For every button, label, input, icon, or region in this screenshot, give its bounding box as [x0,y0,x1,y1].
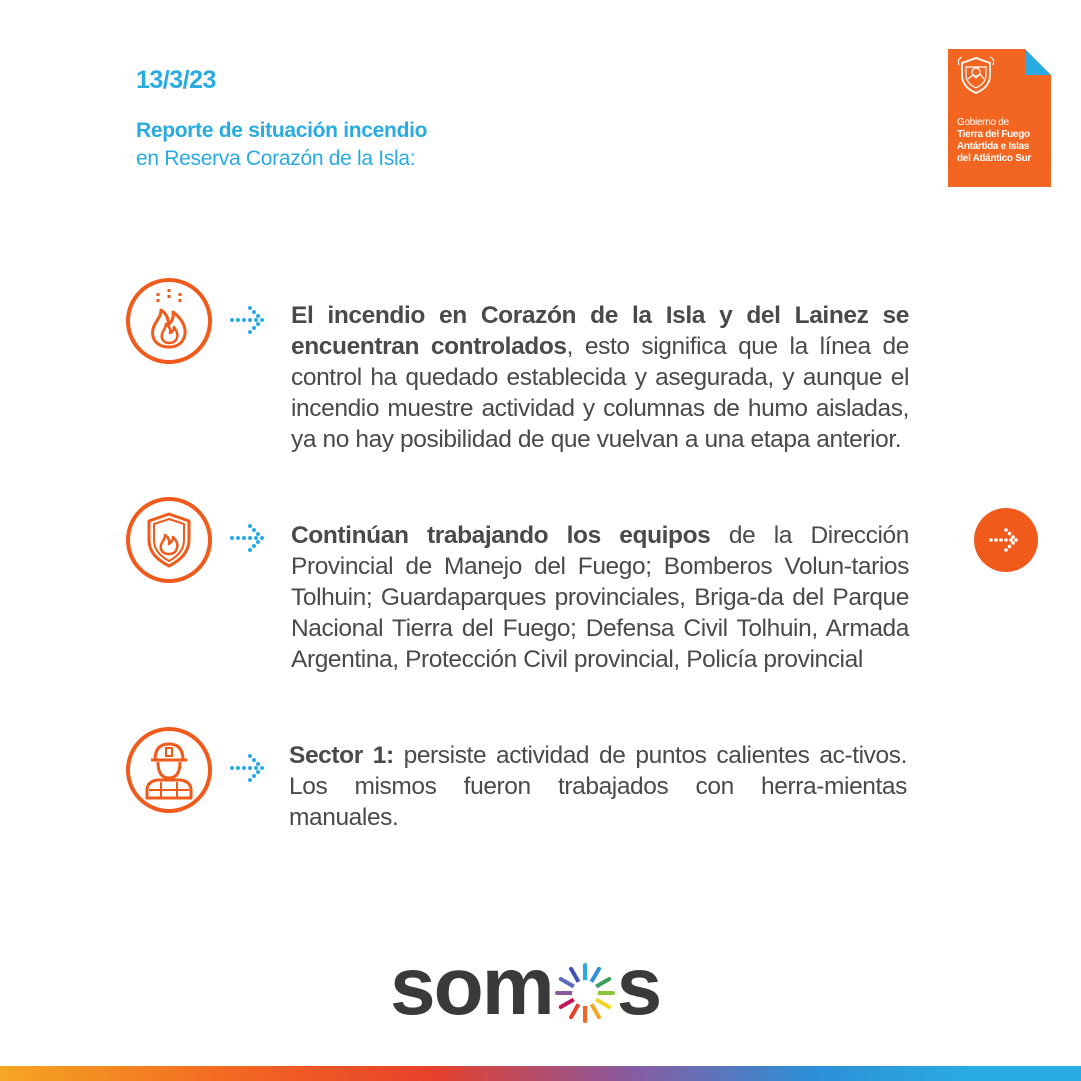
gov-line-2: Tierra del Fuego [957,129,1030,140]
shield-fire-icon [125,496,213,584]
dotted-arrow-icon [229,750,269,786]
item-3-text [289,740,907,833]
report-title-bold: Reporte de situación incendio [136,119,428,142]
item-2-body: de la Dirección Provincial de Manejo del Fuego; Bomberos Volun-tarios Tolhuin; Guardaparques provinciales, Briga-da del Parque Nacional Tierra del Fuego; Defensa Civil Tolhuin, Armada Argentina, Protección Civil provincial, Policía provincial [291,522,909,673]
government-logo-badge [948,49,1051,187]
report-title [136,117,427,173]
item-1-text [291,300,909,455]
page-fold-icon [1025,49,1051,75]
item-1-body: , esto significa que la línea de control ha quedado establecida y asegurada, y aunque el incendio muestre actividad y columnas de humo aisladas, ya no hay posibilidad de que vuelvan a una etapa anterior. [291,333,909,453]
somos-logo [390,942,660,1032]
next-slide-button[interactable] [974,508,1038,572]
multicolor-o-icon [555,963,615,1023]
dotted-arrow-icon [229,302,269,338]
item-2-text [291,520,909,675]
gov-line-1: Gobierno de [957,117,1009,128]
fire-icon [125,277,213,365]
item-3-body: persiste actividad de puntos calientes ac-tivos. Los mismos fueron trabajados con herra-mientas manuales. [289,742,907,831]
item-2-bold: Continúan trabajando los equipos [291,522,711,549]
item-1-bold: El incendio en Corazón de la Isla y del Lainez se encuentran controlados [291,302,909,360]
gov-line-4: del Atlántico Sur [957,153,1031,164]
firefighter-icon [125,726,213,814]
dotted-arrow-icon [229,520,269,556]
government-name [957,117,1031,165]
gov-line-3: Antártida e Islas [957,141,1030,152]
report-date: 13/3/23 [136,66,216,94]
dotted-arrow-icon [988,526,1024,554]
report-title-regular: en Reserva Corazón de la Isla: [136,147,416,170]
item-3-bold: Sector 1: [289,742,394,769]
logo-text-start: som [390,941,553,1032]
logo-text-end: s [616,941,661,1032]
provincial-seal-icon [956,55,996,95]
gradient-bottom-bar [0,1066,1081,1081]
